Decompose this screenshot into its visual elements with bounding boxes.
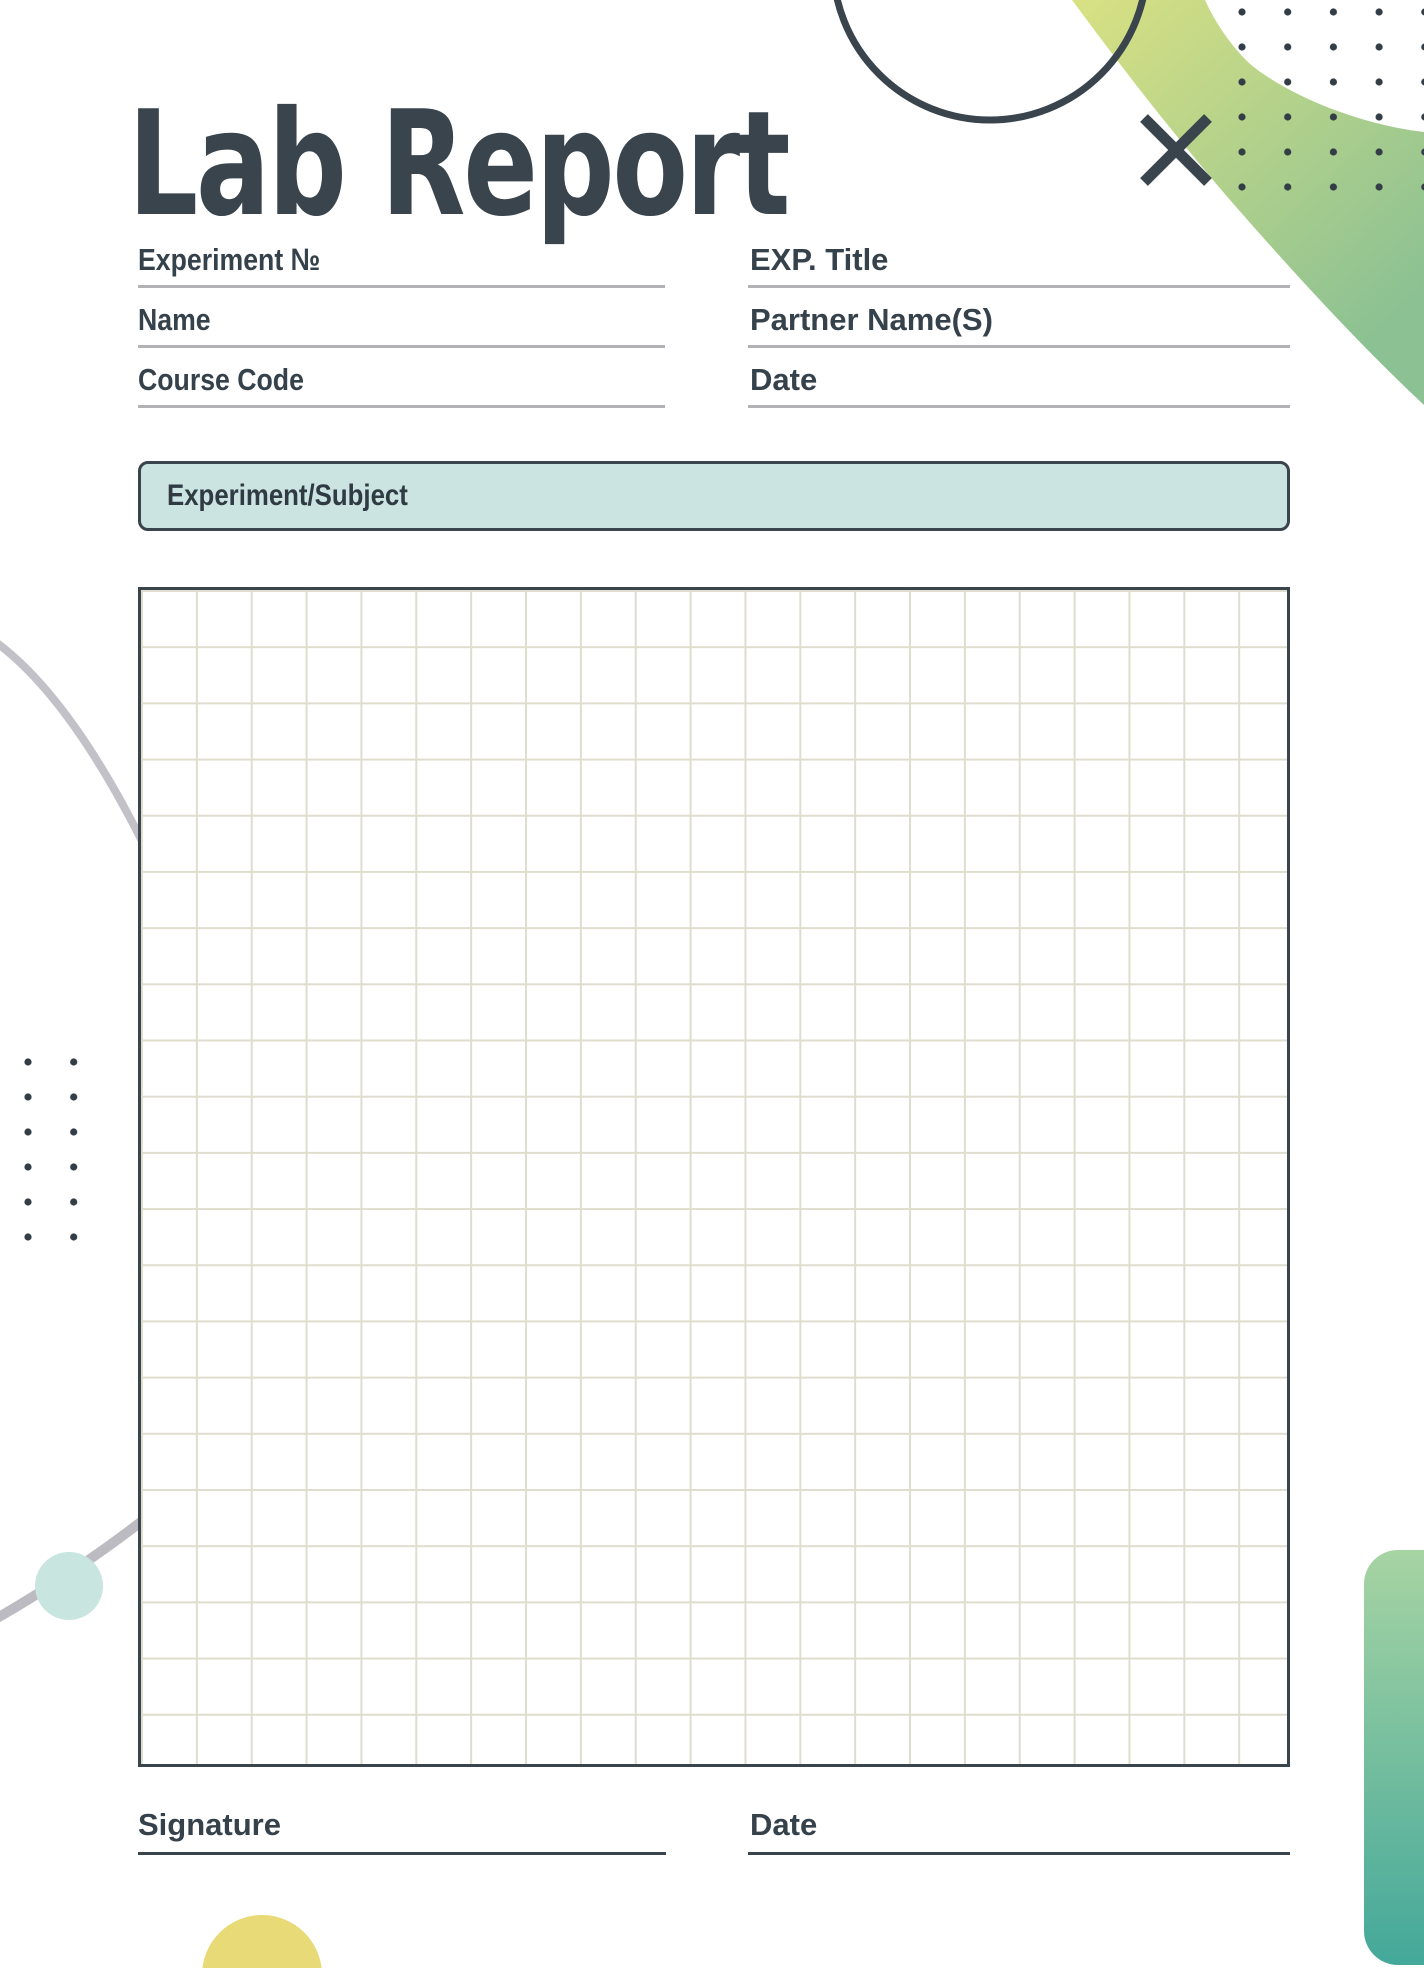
signature-input[interactable] bbox=[138, 1852, 666, 1855]
experiment-no-label: Experiment № bbox=[138, 242, 321, 277]
partner-names-input[interactable] bbox=[748, 345, 1290, 348]
signature-label: Signature bbox=[138, 1807, 281, 1842]
experiment-no-input[interactable] bbox=[138, 285, 665, 288]
experiment-subject-label: Experiment/Subject bbox=[167, 479, 408, 512]
partner-names-label: Partner Name(S) bbox=[750, 302, 993, 337]
course-code-label: Course Code bbox=[138, 362, 304, 397]
experiment-subject-banner bbox=[138, 461, 1290, 531]
footer-date-label: Date bbox=[750, 1807, 818, 1842]
graph-paper-grid[interactable] bbox=[138, 587, 1290, 1767]
page-title: Lab Report bbox=[128, 80, 789, 249]
date-label: Date bbox=[750, 362, 818, 397]
footer-date-input[interactable] bbox=[748, 1852, 1290, 1855]
exp-title-input[interactable] bbox=[748, 285, 1290, 288]
name-label: Name bbox=[138, 302, 211, 337]
date-input[interactable] bbox=[748, 405, 1290, 408]
exp-title-label: EXP. Title bbox=[750, 242, 889, 277]
course-code-input[interactable] bbox=[138, 405, 665, 408]
name-input[interactable] bbox=[138, 345, 665, 348]
